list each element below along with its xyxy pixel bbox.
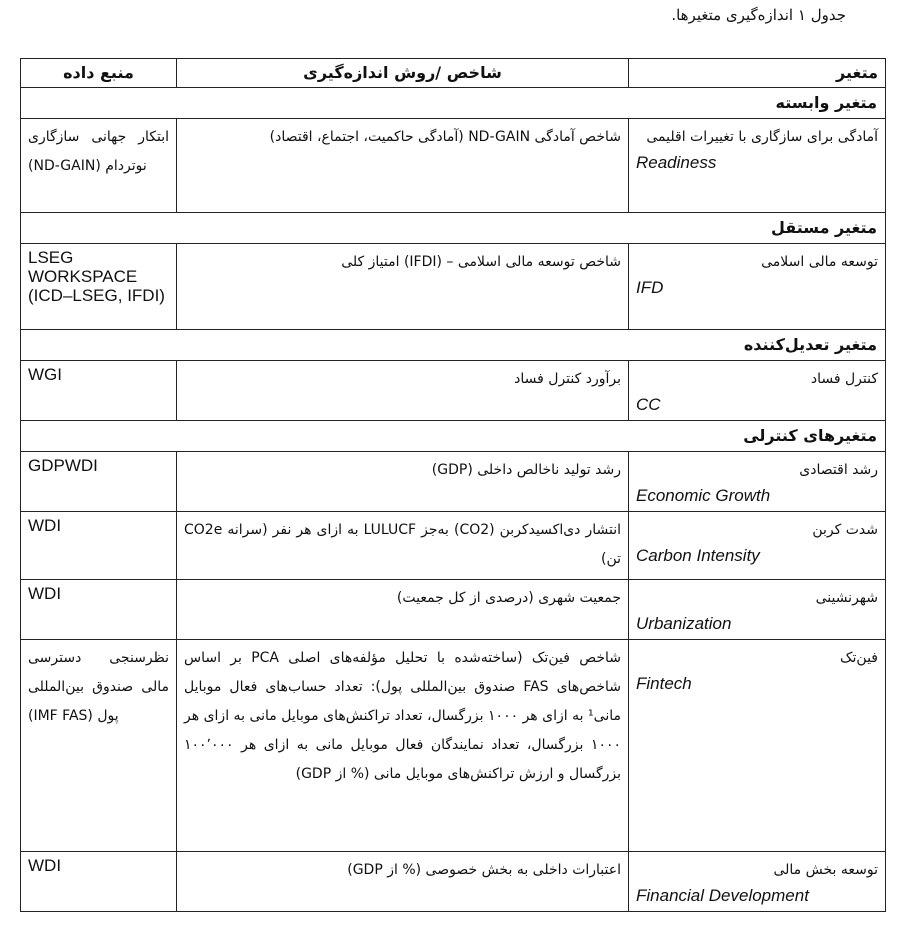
section-controls: متغیرهای کنترلی bbox=[21, 421, 886, 452]
variable-cell bbox=[629, 512, 886, 580]
indicator-cell: برآورد کنترل فساد bbox=[177, 361, 629, 421]
source-text: WDI bbox=[28, 516, 62, 535]
variable-name-en: Urbanization bbox=[636, 614, 732, 633]
table-row bbox=[21, 852, 886, 912]
header-row bbox=[21, 59, 886, 88]
source-cell bbox=[21, 512, 177, 580]
section-row bbox=[21, 88, 886, 119]
variable-cell bbox=[629, 640, 886, 852]
indicator-cell: اعتبارات داخلی به بخش خصوصی (% از GDP) bbox=[177, 852, 629, 912]
indicator-cell: شاخص آمادگی ND-GAIN (آمادگی حاکمیت، اجتماع، اقتصاد) bbox=[177, 119, 629, 213]
variable-cell bbox=[629, 452, 886, 512]
section-independent: متغیر مستقل bbox=[21, 213, 886, 244]
indicator-cell: شاخص فین‌تک (ساخته‌شده با تحلیل مؤلفه‌های اصلی PCA بر اساس شاخص‌های FAS صندوق بین‌المللی پول): تعداد حساب‌های فعال موبایل مانی¹ به ازای هر ۱۰۰۰ بزرگسال، تعداد تراکنش‌های موبایل مانی به ازای هر ۱۰۰۰ بزرگسال، تعداد نمایندگان فعال موبایل مانی به ازای هر ۱۰۰٬۰۰۰ بزرگسال و ارزش تراکنش‌های موبایل مانی (% از GDP) bbox=[177, 640, 629, 852]
variable-name-en: Fintech bbox=[636, 674, 692, 693]
variable-name: توسعه مالی اسلامی bbox=[761, 254, 878, 270]
variable-name: فین‌تک bbox=[839, 650, 878, 666]
variable-name-en: Financial Development bbox=[636, 886, 809, 905]
table-row bbox=[21, 361, 886, 421]
variable-cell bbox=[629, 580, 886, 640]
source-cell bbox=[21, 580, 177, 640]
table-row bbox=[21, 244, 886, 330]
variable-name: آمادگی برای سازگاری با تغییرات اقلیمی bbox=[646, 129, 878, 145]
header-source: منبع داده bbox=[21, 59, 177, 88]
section-row bbox=[21, 421, 886, 452]
source-text: WDI bbox=[28, 856, 62, 875]
variable-cell bbox=[629, 852, 886, 912]
section-row bbox=[21, 330, 886, 361]
variable-name-en: IFD bbox=[636, 278, 664, 297]
source-cell bbox=[21, 640, 177, 852]
source-text: نظرسنجی دسترسی مالی صندوق بین‌المللی پول (IMF FAS) bbox=[28, 650, 169, 724]
section-moderator: متغیر تعدیل‌کننده bbox=[21, 330, 886, 361]
indicator-cell: رشد تولید ناخالص داخلی (GDP) bbox=[177, 452, 629, 512]
indicator-cell: جمعیت شهری (درصدی از کل جمعیت) bbox=[177, 580, 629, 640]
indicator-cell: شاخص توسعه مالی اسلامی – (IFDI) امتیاز کلی bbox=[177, 244, 629, 330]
variable-name-en: CC bbox=[636, 395, 661, 414]
variable-name-en: Readiness bbox=[636, 153, 717, 172]
table-row bbox=[21, 452, 886, 512]
table-caption: جدول ۱ اندازه‌گیری متغیرها. bbox=[671, 6, 846, 24]
source-cell bbox=[21, 119, 177, 213]
source-text: WGI bbox=[28, 365, 62, 384]
source-cell bbox=[21, 452, 177, 512]
source-text: ابتکار جهانی سازگاری نوتردام (ND-GAIN) bbox=[28, 129, 169, 174]
table-row bbox=[21, 580, 886, 640]
indicator-cell: انتشار دی‌اکسیدکربن (CO2) به‌جز LULUCF به ازای هر نفر (سرانه CO2e تن) bbox=[177, 512, 629, 580]
variables-table bbox=[20, 58, 886, 912]
source-text: LSEG WORKSPACE (ICD–LSEG, IFDI) bbox=[28, 248, 165, 305]
section-dependent: متغیر وابسته bbox=[21, 88, 886, 119]
variable-name-en: Carbon Intensity bbox=[636, 546, 760, 565]
source-cell bbox=[21, 361, 177, 421]
variable-name: رشد اقتصادی bbox=[799, 462, 878, 478]
table-row bbox=[21, 512, 886, 580]
variable-name: شدت کربن bbox=[812, 522, 878, 538]
section-row bbox=[21, 213, 886, 244]
source-text: WDI bbox=[28, 584, 62, 603]
table-row bbox=[21, 119, 886, 213]
variable-name-en: Economic Growth bbox=[636, 486, 771, 505]
variable-name: توسعه بخش مالی bbox=[773, 862, 878, 878]
header-variable: متغیر bbox=[629, 59, 886, 88]
variable-cell bbox=[629, 119, 886, 213]
variable-cell bbox=[629, 361, 886, 421]
variable-cell bbox=[629, 244, 886, 330]
source-cell bbox=[21, 852, 177, 912]
table-row bbox=[21, 640, 886, 852]
header-indicator: شاخص /روش اندازه‌گیری bbox=[177, 59, 629, 88]
variable-name: کنترل فساد bbox=[810, 371, 878, 387]
source-text: GDPWDI bbox=[28, 456, 98, 475]
variable-name: شهرنشینی bbox=[815, 590, 878, 606]
source-cell bbox=[21, 244, 177, 330]
